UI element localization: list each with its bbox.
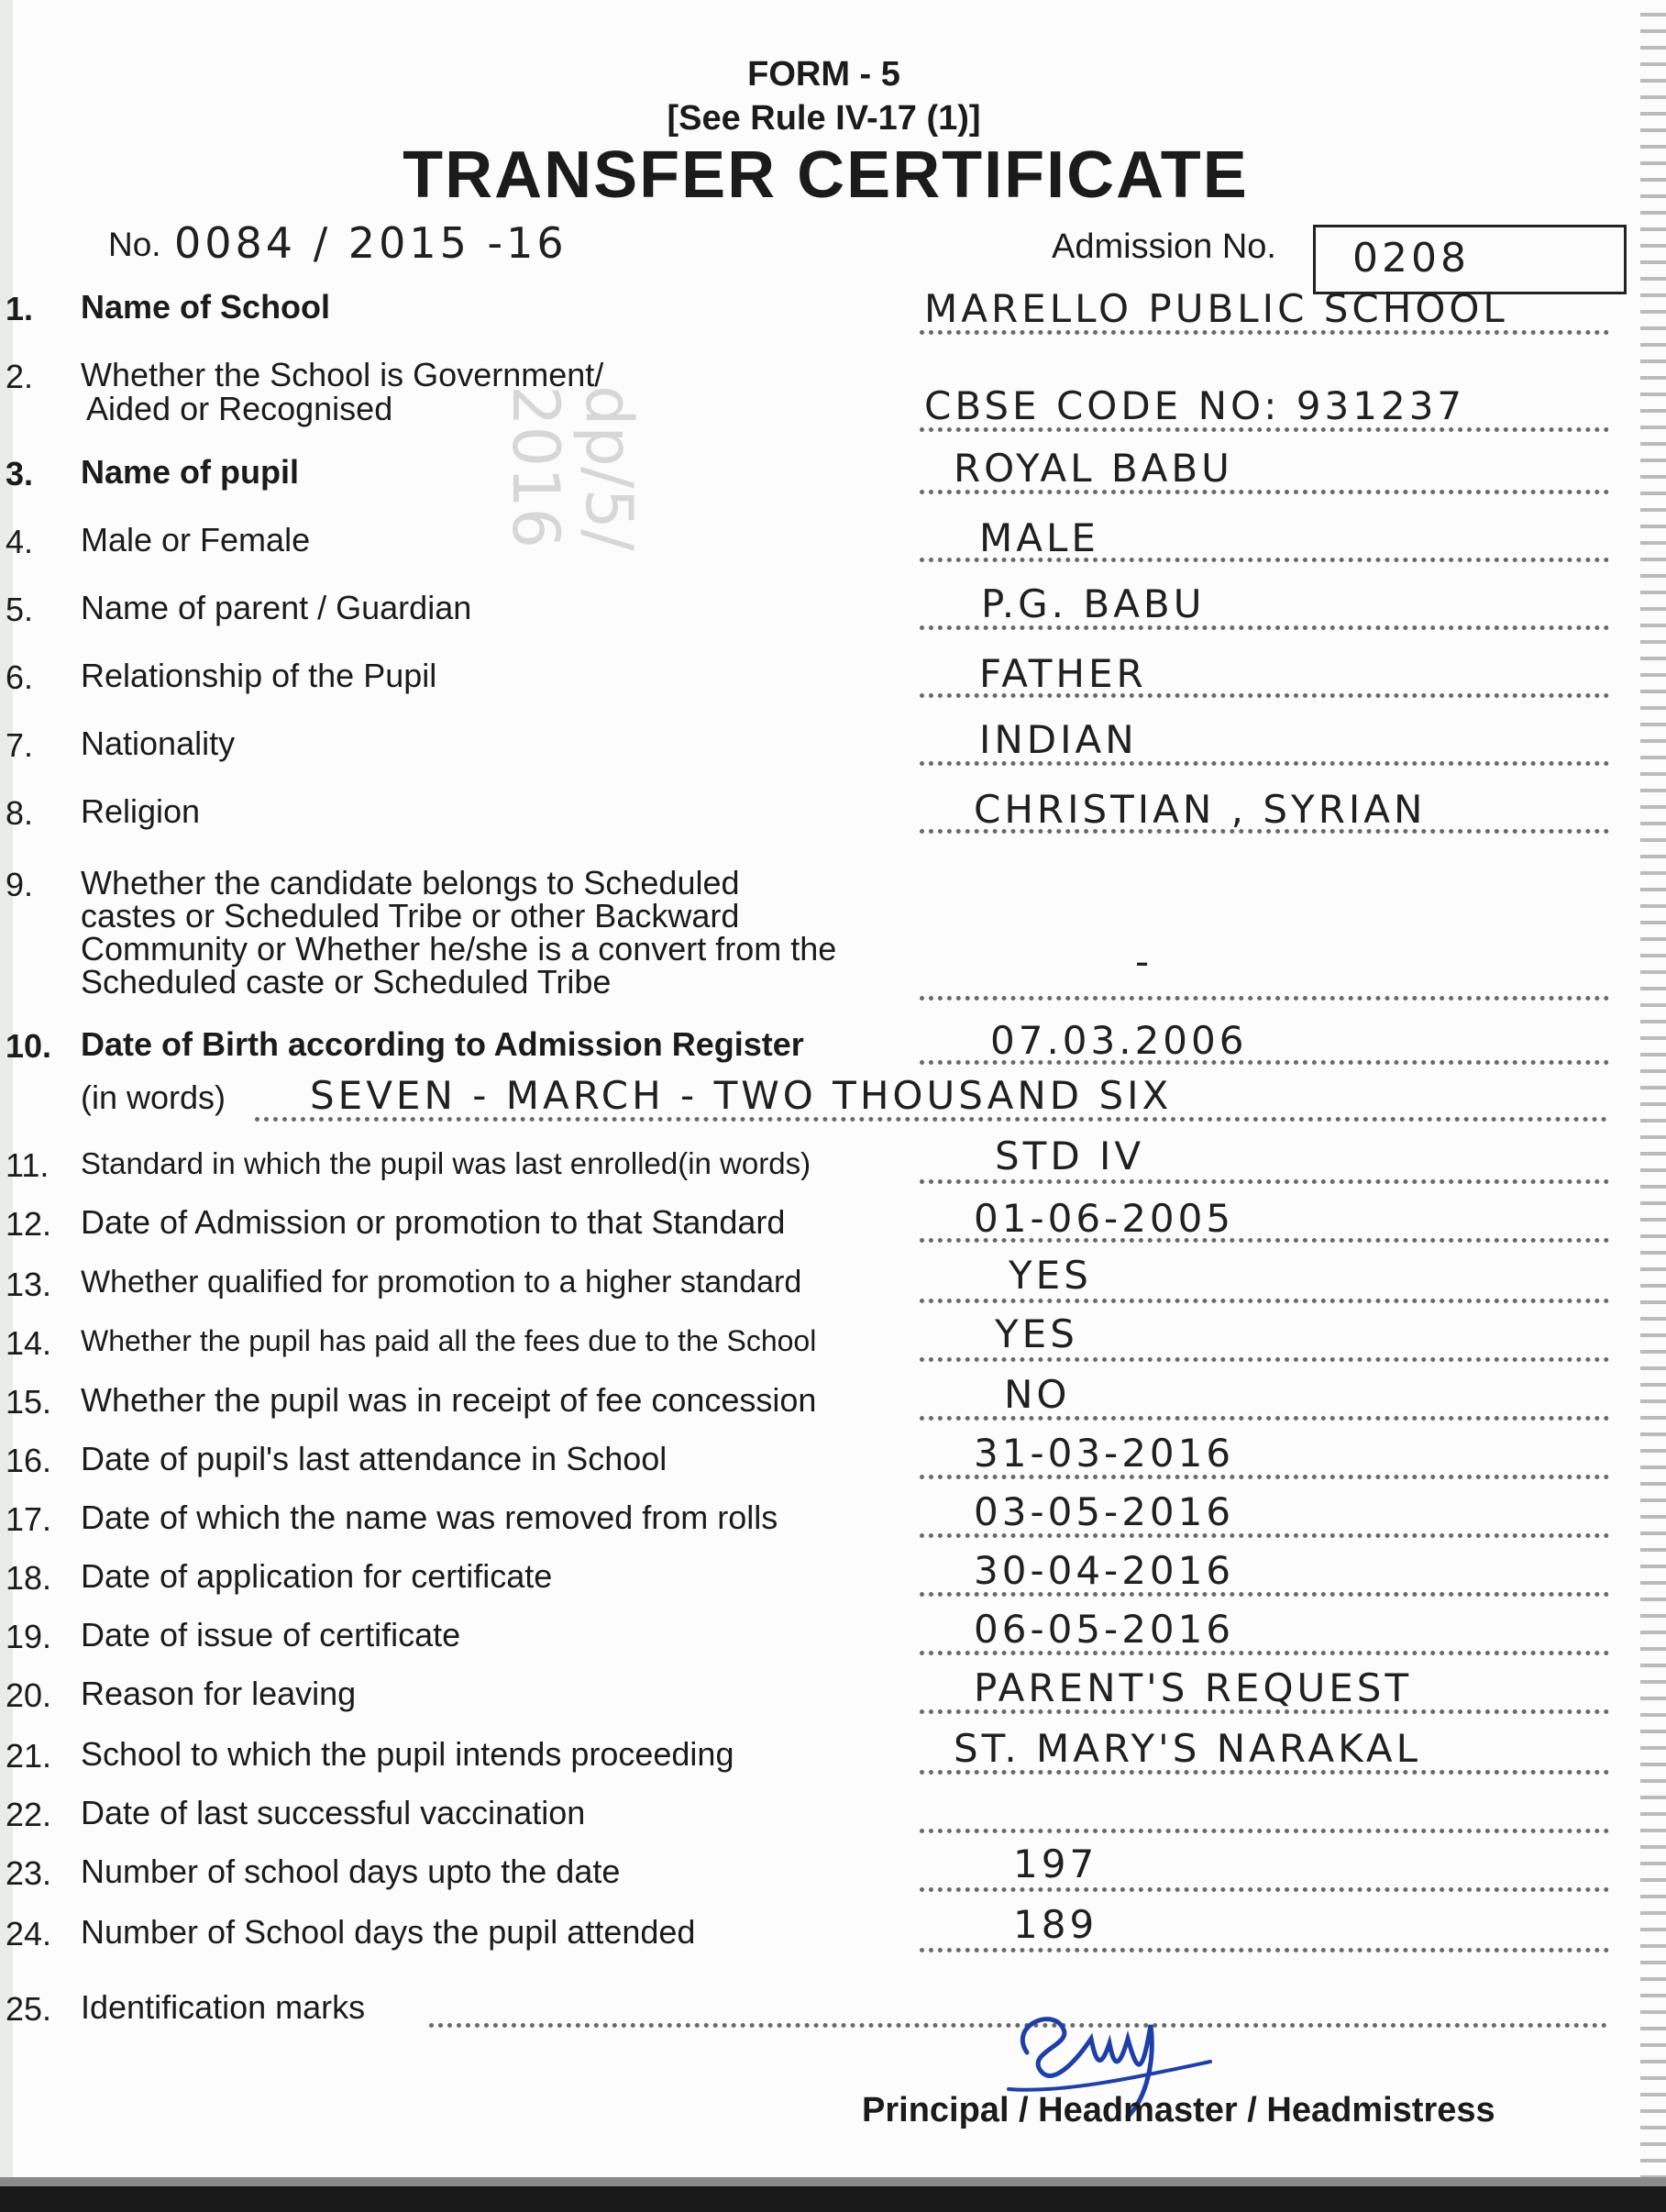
field-label: Standard in which the pupil was last enrolled(in words) bbox=[81, 1146, 811, 1180]
field-label: Date of application for certificate bbox=[81, 1557, 553, 1595]
field-number: 23. bbox=[6, 1854, 52, 1892]
field-label-line4: Scheduled caste or Scheduled Tribe bbox=[81, 963, 612, 1001]
field-value: 189 bbox=[1013, 1902, 1098, 1947]
field-label: Relationship of the Pupil bbox=[81, 657, 437, 694]
field-number: 15. bbox=[6, 1383, 52, 1421]
field-row-last-standard bbox=[0, 1134, 1666, 1211]
scan-bottom-border bbox=[0, 2186, 1666, 2212]
field-number: 25. bbox=[6, 1990, 52, 2028]
field-number: 4. bbox=[6, 523, 34, 560]
field-row-issue-date bbox=[0, 1607, 1666, 1682]
field-row-school-type bbox=[0, 356, 1666, 428]
dob-in-words-label: (in words) bbox=[81, 1078, 226, 1116]
form-rule: [See Rule IV-17 (1)] bbox=[667, 99, 981, 138]
field-label: Date of Admission or promotion to that Standard bbox=[81, 1203, 786, 1241]
form-number: FORM - 5 bbox=[747, 55, 900, 94]
field-row-school-days bbox=[0, 1841, 1666, 1919]
field-value: PARENT'S REQUEST bbox=[974, 1665, 1413, 1710]
field-label-line2: castes or Scheduled Tribe or other Backward bbox=[81, 897, 740, 935]
field-value: P.G. BABU bbox=[981, 581, 1206, 626]
field-number: 18. bbox=[6, 1559, 52, 1597]
field-value: FATHER bbox=[979, 651, 1147, 696]
field-number: 19. bbox=[6, 1618, 52, 1655]
field-value: MARELLO PUBLIC SCHOOL bbox=[924, 286, 1508, 331]
field-row-caste bbox=[0, 866, 1666, 1003]
field-label: Name of parent / Guardian bbox=[81, 589, 472, 626]
field-number: 6. bbox=[6, 658, 34, 696]
field-row-vaccination-date bbox=[0, 1796, 1666, 1860]
field-row-school-name bbox=[0, 286, 1666, 354]
field-row-days-attended bbox=[0, 1902, 1666, 1979]
field-row-guardian bbox=[0, 581, 1666, 655]
field-number: 16. bbox=[6, 1442, 52, 1479]
field-label: Date of last successful vaccination bbox=[81, 1794, 586, 1831]
field-value: 197 bbox=[1013, 1841, 1098, 1886]
fill-line bbox=[920, 1948, 1609, 1952]
field-label: Reason for leaving bbox=[81, 1675, 357, 1712]
field-label-line1: Whether the candidate belongs to Scheduled bbox=[81, 864, 740, 901]
field-number: 12. bbox=[6, 1205, 52, 1243]
field-label: Whether the pupil was in receipt of fee concession bbox=[81, 1381, 817, 1419]
field-number: 14. bbox=[6, 1324, 52, 1362]
field-number: 2. bbox=[6, 358, 34, 395]
certificate-number-value: 0084 / 2015 -16 bbox=[174, 218, 568, 268]
field-number: 10. bbox=[6, 1027, 52, 1065]
field-number: 17. bbox=[6, 1500, 52, 1538]
dob-in-words-value: SEVEN - MARCH - TWO THOUSAND SIX bbox=[310, 1073, 1173, 1118]
fill-line bbox=[920, 1887, 1609, 1892]
field-value: 31-03-2016 bbox=[974, 1431, 1235, 1476]
field-label: Date of Birth according to Admission Register bbox=[81, 1025, 804, 1063]
field-value: YES bbox=[995, 1311, 1078, 1356]
field-value: YES bbox=[1009, 1253, 1092, 1298]
field-number: 21. bbox=[6, 1737, 52, 1775]
field-label: Date of issue of certificate bbox=[81, 1616, 461, 1653]
field-label: Name of School bbox=[81, 288, 331, 326]
field-value: 01-06-2005 bbox=[974, 1196, 1235, 1241]
field-number: 13. bbox=[6, 1266, 52, 1303]
fill-line bbox=[920, 1179, 1609, 1184]
field-value: 30-04-2016 bbox=[974, 1548, 1235, 1593]
field-label: Number of School days the pupil attended bbox=[81, 1913, 696, 1951]
field-row-application-date bbox=[0, 1548, 1666, 1623]
field-label: Name of pupil bbox=[81, 453, 300, 491]
field-value: ROYAL BABU bbox=[954, 446, 1233, 491]
page-title: TRANSFER CERTIFICATE bbox=[403, 138, 1249, 212]
field-value: CHRISTIAN , SYRIAN bbox=[974, 787, 1427, 832]
scan-shadow bbox=[0, 2177, 1666, 2186]
field-label: Date of which the name was removed from rolls bbox=[81, 1499, 778, 1536]
field-value: CBSE CODE NO: 931237 bbox=[924, 383, 1466, 428]
field-number: 20. bbox=[6, 1676, 52, 1714]
field-label: Identification marks bbox=[81, 1988, 366, 2026]
svg-text:2016: 2016 bbox=[498, 385, 573, 549]
field-label: Whether qualified for promotion to a higher standard bbox=[81, 1265, 802, 1300]
field-label: Whether the pupil has paid all the fees due to the School bbox=[81, 1324, 817, 1357]
field-value: 06-05-2016 bbox=[974, 1607, 1235, 1652]
fill-line bbox=[920, 1829, 1609, 1833]
svg-text:dp/5/: dp/5/ bbox=[571, 385, 646, 551]
field-number: 7. bbox=[6, 726, 34, 764]
field-row-religion bbox=[0, 787, 1666, 858]
fill-line bbox=[920, 1357, 1609, 1362]
signature-designation: Principal / Headmaster / Headmistress bbox=[862, 2091, 1495, 2129]
field-number: 24. bbox=[6, 1915, 52, 1952]
field-value: INDIAN bbox=[979, 717, 1138, 762]
field-label: Date of pupil's last attendance in School bbox=[81, 1440, 668, 1477]
field-row-next-school bbox=[0, 1726, 1666, 1801]
field-label-line1: Whether the School is Government/ bbox=[81, 356, 604, 393]
field-row-last-attendance bbox=[0, 1431, 1666, 1506]
field-label: Male or Female bbox=[81, 521, 311, 559]
field-value: MALE bbox=[979, 515, 1099, 560]
field-row-fee-concession bbox=[0, 1372, 1666, 1447]
field-row-relationship bbox=[0, 651, 1666, 723]
field-value: 07.03.2006 bbox=[990, 1018, 1248, 1063]
field-value: STD IV bbox=[995, 1134, 1145, 1178]
field-value: - bbox=[1135, 939, 1153, 984]
field-number: 8. bbox=[6, 794, 34, 832]
field-label-line3: Community or Whether he/she is a convert from the bbox=[81, 930, 837, 968]
fill-line bbox=[920, 1299, 1609, 1303]
field-row-identification-marks bbox=[0, 1990, 1666, 2054]
field-number: 11. bbox=[6, 1146, 50, 1184]
certificate-number-label: No. bbox=[108, 226, 161, 263]
field-number: 5. bbox=[6, 591, 34, 628]
field-label: School to which the pupil intends proceeding bbox=[81, 1735, 734, 1773]
field-value: ST. MARY'S NARAKAL bbox=[954, 1726, 1422, 1771]
field-row-removed-from-rolls bbox=[0, 1489, 1666, 1565]
field-label: Number of school days upto the date bbox=[81, 1853, 621, 1890]
admission-number-value: 0208 bbox=[1352, 235, 1470, 282]
field-row-admission-date bbox=[0, 1196, 1666, 1269]
field-number: 3. bbox=[6, 455, 34, 492]
field-number: 1. bbox=[6, 290, 34, 327]
field-row-fees-paid bbox=[0, 1311, 1666, 1388]
field-row-nationality bbox=[0, 717, 1666, 791]
admission-number-label: Admission No. bbox=[1052, 227, 1276, 266]
field-value: 03-05-2016 bbox=[974, 1489, 1235, 1534]
field-number: 9. bbox=[6, 866, 34, 903]
field-row-gender bbox=[0, 515, 1666, 587]
field-label: Nationality bbox=[81, 724, 236, 762]
field-row-pupil-name bbox=[0, 446, 1666, 519]
field-label: Religion bbox=[81, 792, 201, 830]
field-value: NO bbox=[1004, 1372, 1071, 1417]
fill-line bbox=[920, 996, 1609, 1001]
field-label-line2: Aided or Recognised bbox=[86, 390, 393, 427]
field-number: 22. bbox=[6, 1796, 52, 1833]
field-row-promotion bbox=[0, 1253, 1666, 1330]
